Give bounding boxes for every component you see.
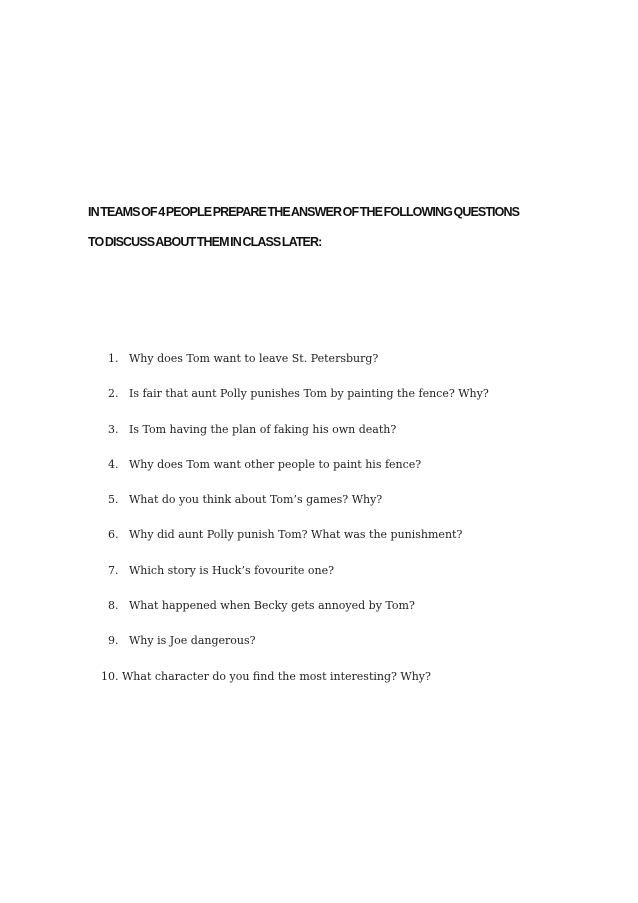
question-item — [108, 387, 489, 422]
question-text: Why is Joe dangerous? — [129, 634, 256, 648]
question-item — [108, 528, 489, 563]
question-number: 4. — [108, 457, 119, 471]
question-item — [108, 634, 489, 669]
heading-line-1: IN TEAMS OF 4 PEOPLE PREPARE THE ANSWER OF THE FOLLOWING QUESTIONS — [88, 205, 520, 219]
question-number: 7. — [108, 563, 119, 577]
question-item — [108, 423, 489, 458]
question-text: What character do you find the most interesting? Why? — [122, 669, 431, 683]
question-text: Which story is Huck’s fovourite one? — [129, 563, 335, 577]
question-number: 10. — [101, 669, 119, 683]
question-item — [101, 670, 489, 705]
question-text: Is Tom having the plan of faking his own death? — [129, 422, 397, 436]
question-number: 6. — [108, 528, 119, 542]
question-number: 2. — [108, 387, 119, 401]
question-text: Is fair that aunt Polly punishes Tom by painting the fence? Why? — [129, 387, 489, 401]
question-item — [108, 493, 489, 528]
question-text: What do you think about Tom’s games? Why? — [129, 493, 383, 507]
question-item — [108, 352, 489, 387]
question-item — [108, 599, 489, 634]
question-number: 5. — [108, 493, 119, 507]
question-number: 3. — [108, 422, 119, 436]
heading-line-2: TO DISCUSS ABOUT THEM IN CLASS LATER: — [88, 235, 322, 249]
question-text: Why does Tom want to leave St. Petersburg? — [129, 352, 379, 365]
question-text: Why does Tom want other people to paint his fence? — [129, 457, 422, 471]
questions-list — [101, 352, 489, 705]
question-number: 8. — [108, 599, 119, 613]
question-text: Why did aunt Polly punish Tom? What was the punishment? — [129, 528, 463, 542]
question-number: 9. — [108, 634, 119, 648]
question-number: 1. — [108, 352, 119, 365]
question-item — [108, 458, 489, 493]
question-item — [108, 564, 489, 599]
question-text: What happened when Becky gets annoyed by Tom? — [129, 599, 415, 613]
